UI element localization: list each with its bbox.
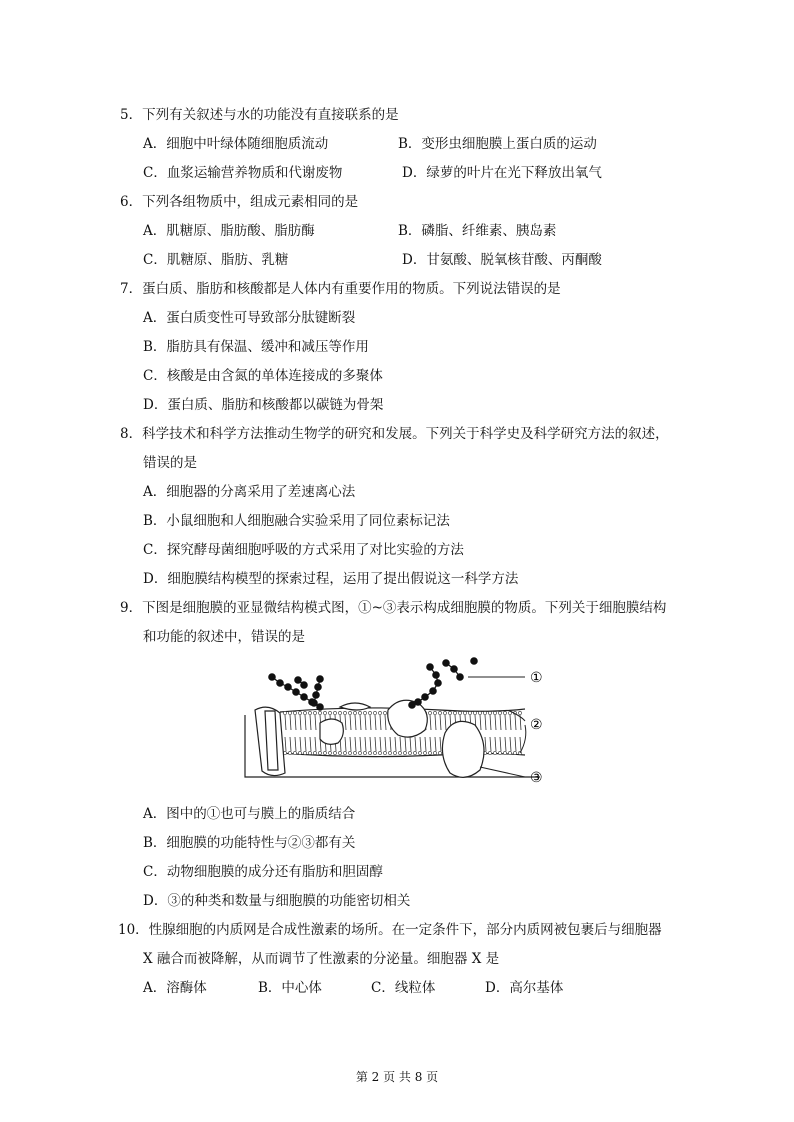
lipid-tail-bottom xyxy=(500,737,501,751)
lipid-head-bottom xyxy=(403,751,406,754)
lipid-tail-bottom xyxy=(430,737,431,751)
lipid-head-bottom xyxy=(493,751,496,754)
lipid-tail-bottom xyxy=(370,737,371,751)
lipid-tail-bottom xyxy=(380,737,381,751)
lipid-tail-bottom xyxy=(305,737,306,751)
lipid-tail-bottom xyxy=(425,737,426,751)
lipid-head-bottom xyxy=(353,751,356,754)
q8-option-a: A．细胞器的分离采用了差速离心法 xyxy=(143,484,356,500)
lipid-tail-top xyxy=(380,715,381,730)
lipid-tail-top xyxy=(500,715,501,730)
lipid-tail-bottom xyxy=(435,737,436,751)
lipid-head-bottom xyxy=(368,751,371,754)
lipid-tail-bottom xyxy=(420,737,421,751)
lipid-head-top xyxy=(438,711,441,714)
q7-option-c: C．核酸是由含氮的单体连接成的多聚体 xyxy=(143,368,383,384)
q7-stem: 7．蛋白质、脂肪和核酸都是人体内有重要作用的物质。下列说法错误的是 xyxy=(120,281,561,297)
lipid-tail-top xyxy=(360,715,361,730)
q6-option-d: D．甘氨酸、脱氧核苷酸、丙酮酸 xyxy=(402,252,602,268)
lipid-head-bottom xyxy=(318,751,321,754)
lipid-head-top xyxy=(368,711,371,714)
lipid-head-top xyxy=(348,711,351,714)
q10-option-c: C．线粒体 xyxy=(371,980,436,996)
lipid-head-top xyxy=(458,711,461,714)
q10-option-b: B．中心体 xyxy=(258,980,322,996)
lipid-head-top xyxy=(448,711,451,714)
lipid-tail-top xyxy=(490,715,491,730)
lipid-tail-top xyxy=(445,715,446,730)
lipid-head-bottom xyxy=(428,751,431,754)
q6-option-c: C．肌糖原、脂肪、乳糖 xyxy=(143,252,289,268)
label-3: ③ xyxy=(530,770,543,785)
lipid-tail-bottom xyxy=(415,737,416,751)
q8-option-b: B．小鼠细胞和人细胞融合实验采用了同位素标记法 xyxy=(143,513,450,529)
label-3-leader xyxy=(480,767,525,777)
lipid-head-top xyxy=(358,711,361,714)
lipid-tail-bottom xyxy=(350,737,351,751)
lipid-tail-bottom xyxy=(285,737,286,751)
lipid-tail-bottom xyxy=(515,737,516,751)
lipid-head-top xyxy=(373,711,376,714)
label-1: ① xyxy=(530,670,543,686)
q9-option-a: A．图中的①也可与膜上的脂质结合 xyxy=(143,806,356,822)
lipid-head-bottom xyxy=(388,751,391,754)
lipid-head-bottom xyxy=(358,751,361,754)
lipid-head-top xyxy=(363,711,366,714)
lipid-head-top xyxy=(293,711,296,714)
lipid-head-bottom xyxy=(383,751,386,754)
lipid-head-bottom xyxy=(413,751,416,754)
glycoprotein-chains xyxy=(269,658,477,710)
q6-option-a: A．肌糖原、脂肪酸、脂肪酶 xyxy=(143,223,315,239)
lipid-head-bottom xyxy=(348,751,351,754)
lipid-head-bottom xyxy=(333,751,336,754)
lipid-head-bottom xyxy=(503,751,506,754)
label-2-leader xyxy=(510,711,526,753)
lipid-tail-bottom xyxy=(295,737,296,751)
q5-option-d: D．绿萝的叶片在光下释放出氧气 xyxy=(402,165,602,181)
lipid-head-bottom xyxy=(298,751,301,754)
lipid-head-bottom xyxy=(308,751,311,754)
lipid-tail-top xyxy=(485,715,486,730)
lipid-tail-top xyxy=(435,715,436,730)
lipid-tail-bottom xyxy=(390,737,391,751)
lipid-head-bottom xyxy=(373,751,376,754)
lipid-tail-top xyxy=(345,715,346,730)
lipid-tail-bottom xyxy=(495,737,496,751)
lipid-head-top xyxy=(288,711,291,714)
lipid-head-bottom xyxy=(378,751,381,754)
lipid-head-top xyxy=(488,711,491,714)
lipid-head-top xyxy=(298,711,301,714)
peripheral-protein xyxy=(340,703,370,710)
q10-stem-line1: 10．性腺细胞的内质网是合成性激素的场所。在一定条件下，部分内质网被包裹后与细胞器 xyxy=(118,922,662,938)
q7-option-d: D．蛋白质、脂肪和核酸都以碳链为骨架 xyxy=(143,397,384,413)
lipid-tail-bottom xyxy=(510,737,511,751)
lipid-tail-bottom xyxy=(365,737,366,751)
lipid-head-top xyxy=(478,711,481,714)
lipid-tail-top xyxy=(315,715,316,730)
lipid-head-top xyxy=(353,711,356,714)
lipid-tail-top xyxy=(305,715,306,730)
lipid-head-bottom xyxy=(408,751,411,754)
lipid-tail-bottom xyxy=(345,737,346,751)
lipid-head-top xyxy=(468,711,471,714)
lipid-tail-top xyxy=(350,715,351,730)
lipid-head-top xyxy=(433,711,436,714)
transmembrane-protein-left-inner xyxy=(265,711,278,770)
lipid-tail-top xyxy=(480,715,481,730)
q9-option-c: C．动物细胞膜的成分还有脂肪和胆固醇 xyxy=(143,864,383,880)
lipid-tail-top xyxy=(440,715,441,730)
lipid-tail-bottom xyxy=(300,737,301,751)
lipid-head-top xyxy=(463,711,466,714)
lipid-head-bottom xyxy=(398,751,401,754)
lipid-tail-bottom xyxy=(395,737,396,751)
lipid-tail-top xyxy=(515,715,516,730)
lipid-head-top xyxy=(503,711,506,714)
lipid-head-bottom xyxy=(498,751,501,754)
q9-option-d: D．③的种类和数量与细胞膜的功能密切相关 xyxy=(143,893,411,909)
label-2: ② xyxy=(530,717,543,733)
lipid-tail-bottom xyxy=(360,737,361,751)
q8-option-c: C．探究酵母菌细胞呼吸的方式采用了对比实验的方法 xyxy=(143,542,464,558)
lipid-tail-top xyxy=(505,715,506,730)
lipid-head-bottom xyxy=(328,751,331,754)
lipid-head-top xyxy=(518,711,521,714)
lipid-head-top xyxy=(323,711,326,714)
lipid-head-top xyxy=(443,711,446,714)
lipid-head-top xyxy=(428,711,431,714)
lipid-tail-bottom xyxy=(385,737,386,751)
lipid-head-top xyxy=(498,711,501,714)
lipid-head-top xyxy=(378,711,381,714)
lipid-tail-top xyxy=(310,715,311,730)
q8-stem-line1: 8．科学技术和科学方法推动生物学的研究和发展。下列关于科学史及科学研究方法的叙述， xyxy=(120,426,669,442)
lipid-tail-top xyxy=(430,715,431,730)
lipid-head-bottom xyxy=(303,751,306,754)
lipid-head-top xyxy=(383,711,386,714)
lipid-tail-top xyxy=(290,715,291,730)
embedded-protein-small xyxy=(320,719,343,744)
lipid-head-top xyxy=(483,711,486,714)
lipid-head-top xyxy=(303,711,306,714)
lipid-head-top xyxy=(328,711,331,714)
lipid-tail-bottom xyxy=(310,737,311,751)
q9-stem-line2: 和功能的叙述中，错误的是 xyxy=(143,629,305,645)
lipid-tail-bottom xyxy=(315,737,316,751)
lipid-head-bottom xyxy=(423,751,426,754)
lipid-tail-top xyxy=(510,715,511,730)
lipid-tail-bottom xyxy=(375,737,376,751)
lipid-tail-top xyxy=(295,715,296,730)
lipid-head-top xyxy=(283,711,286,714)
q5-stem: 5．下列有关叙述与水的功能没有直接联系的是 xyxy=(120,107,399,123)
lipid-head-bottom xyxy=(418,751,421,754)
lipid-tail-top xyxy=(365,715,366,730)
q9-stem-line1: 9．下图是细胞膜的亚显微结构模式图，①~③表示构成细胞膜的物质。下列关于细胞膜结构 xyxy=(120,600,667,616)
q5-option-b: B．变形虫细胞膜上蛋白质的运动 xyxy=(398,136,597,152)
lipid-tail-top xyxy=(370,715,371,730)
lipid-head-bottom xyxy=(488,751,491,754)
lipid-tail-top xyxy=(300,715,301,730)
q7-option-b: B．脂肪具有保温、缓冲和减压等作用 xyxy=(143,339,369,355)
lipid-tail-top xyxy=(285,715,286,730)
q10-option-a: A．溶酶体 xyxy=(143,980,207,996)
q8-option-d: D．细胞膜结构模型的探索过程，运用了提出假说这一科学方法 xyxy=(143,571,519,587)
lipid-head-top xyxy=(473,711,476,714)
lipid-head-top xyxy=(343,711,346,714)
q5-option-c: C．血浆运输营养物质和代谢废物 xyxy=(143,165,343,181)
lipid-tail-bottom xyxy=(440,737,441,751)
lipid-tail-bottom xyxy=(410,737,411,751)
lipid-tail-top xyxy=(355,715,356,730)
lipid-head-bottom xyxy=(438,751,441,754)
q10-option-d: D．高尔基体 xyxy=(485,980,564,996)
lipid-head-bottom xyxy=(338,751,341,754)
lipid-head-bottom xyxy=(363,751,366,754)
q6-stem: 6．下列各组物质中，组成元素相同的是 xyxy=(120,194,359,210)
lipid-head-bottom xyxy=(513,751,516,754)
lipid-head-top xyxy=(318,711,321,714)
lipid-head-top xyxy=(313,711,316,714)
lipid-head-bottom xyxy=(288,751,291,754)
lipid-head-bottom xyxy=(293,751,296,754)
q6-option-b: B．磷脂、纤维素、胰岛素 xyxy=(398,223,557,239)
lipid-tail-bottom xyxy=(505,737,506,751)
lipid-tail-bottom xyxy=(290,737,291,751)
lipid-tail-bottom xyxy=(485,737,486,751)
lipid-head-top xyxy=(338,711,341,714)
lipid-head-bottom xyxy=(393,751,396,754)
q9-option-b: B．细胞膜的功能特性与②③都有关 xyxy=(143,835,356,851)
lipid-tail-top xyxy=(495,715,496,730)
sugar-bead xyxy=(471,658,477,664)
lipid-head-bottom xyxy=(508,751,511,754)
lipid-tail-top xyxy=(385,715,386,730)
q8-stem-line2: 错误的是 xyxy=(143,455,197,471)
lipid-head-top xyxy=(453,711,456,714)
lipid-head-bottom xyxy=(433,751,436,754)
lipid-head-bottom xyxy=(343,751,346,754)
q5-option-a: A．细胞中叶绿体随细胞质流动 xyxy=(143,136,329,152)
cell-membrane-diagram xyxy=(240,655,570,785)
lipid-tail-bottom xyxy=(400,737,401,751)
lipid-head-top xyxy=(493,711,496,714)
lipid-head-top xyxy=(333,711,336,714)
lipid-head-bottom xyxy=(323,751,326,754)
channel-protein xyxy=(442,721,484,777)
lipid-tail-bottom xyxy=(405,737,406,751)
q7-option-a: A．蛋白质变性可导致部分肽键断裂 xyxy=(143,310,356,326)
q10-stem-line2: X 融合而被降解，从而调节了性激素的分泌量。细胞器 X 是 xyxy=(143,951,500,967)
lipid-head-top xyxy=(308,711,311,714)
embedded-protein-top xyxy=(388,700,428,737)
lipid-tail-bottom xyxy=(490,737,491,751)
lipid-tail-top xyxy=(375,715,376,730)
lipid-tail-bottom xyxy=(520,737,521,751)
lipid-tail-bottom xyxy=(355,737,356,751)
page-footer: 第 2 页 共 8 页 xyxy=(355,1070,439,1084)
lipid-head-bottom xyxy=(313,751,316,754)
